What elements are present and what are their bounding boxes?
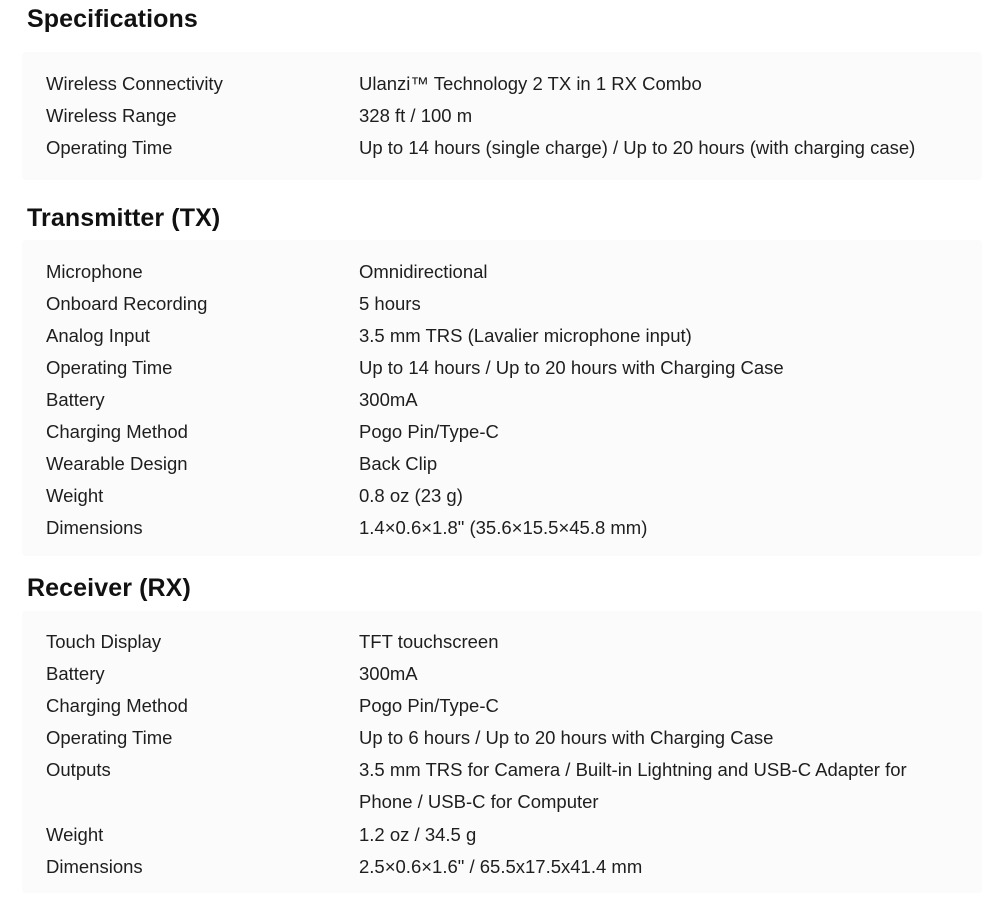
spec-table [22, 52, 982, 180]
spec-label: Wearable Design [46, 453, 188, 474]
spec-row [22, 68, 982, 100]
spec-label: Dimensions [46, 856, 143, 877]
spec-label: Touch Display [46, 631, 162, 652]
spec-value: 3.5 mm TRS for Camera / Built-in Lightning and USB-C Adapter for Phone / USB-C for Computer [359, 759, 907, 812]
spec-label: Analog Input [46, 325, 150, 346]
spec-value: 328 ft / 100 m [359, 105, 473, 126]
spec-value: 0.8 oz (23 g) [359, 485, 463, 506]
spec-value: Omnidirectional [359, 261, 488, 282]
spec-label: Charging Method [46, 695, 188, 716]
spec-row [22, 754, 982, 818]
spec-label: Wireless Range [46, 105, 177, 126]
spec-label: Wireless Connectivity [46, 73, 223, 94]
spec-table [22, 611, 982, 893]
spec-label: Operating Time [46, 357, 173, 378]
spec-row [22, 448, 982, 480]
spec-row [22, 690, 982, 722]
spec-label: Charging Method [46, 421, 188, 442]
spec-value: Ulanzi™ Technology 2 TX in 1 RX Combo [359, 73, 702, 94]
spec-row [22, 851, 982, 883]
spec-label: Dimensions [46, 517, 143, 538]
spec-value: 3.5 mm TRS (Lavalier microphone input) [359, 325, 692, 346]
spec-row [22, 658, 982, 690]
spec-row [22, 626, 982, 658]
spec-row [22, 819, 982, 851]
spec-label: Operating Time [46, 727, 173, 748]
spec-row [22, 288, 982, 320]
spec-row [22, 416, 982, 448]
spec-row [22, 256, 982, 288]
spec-value: 1.2 oz / 34.5 g [359, 824, 477, 845]
spec-value: Up to 6 hours / Up to 20 hours with Charging Case [359, 727, 774, 748]
spec-value: Pogo Pin/Type-C [359, 421, 499, 442]
spec-label: Battery [46, 663, 105, 684]
spec-value: Pogo Pin/Type-C [359, 695, 499, 716]
spec-label: Weight [46, 824, 104, 845]
spec-row [22, 352, 982, 384]
spec-value: 300mA [359, 389, 418, 410]
section-title: Transmitter (TX) [27, 204, 221, 232]
spec-value: 5 hours [359, 293, 421, 314]
spec-row [22, 722, 982, 754]
spec-row [22, 320, 982, 352]
spec-value: TFT touchscreen [359, 631, 499, 652]
spec-value: 1.4×0.6×1.8" (35.6×15.5×45.8 mm) [359, 517, 648, 538]
spec-row [22, 100, 982, 132]
spec-label: Outputs [46, 759, 111, 780]
spec-value: 300mA [359, 663, 418, 684]
spec-value: 2.5×0.6×1.6" / 65.5x17.5x41.4 mm [359, 856, 643, 877]
spec-row [22, 480, 982, 512]
spec-row [22, 512, 982, 544]
spec-label: Onboard Recording [46, 293, 208, 314]
section-title: Receiver (RX) [27, 574, 191, 602]
spec-label: Weight [46, 485, 104, 506]
spec-value: Up to 14 hours / Up to 20 hours with Charging Case [359, 357, 784, 378]
spec-value: Up to 14 hours (single charge) / Up to 20 hours (with charging case) [359, 137, 916, 158]
spec-value: Back Clip [359, 453, 438, 474]
spec-label: Microphone [46, 261, 143, 282]
spec-label: Battery [46, 389, 105, 410]
spec-row [22, 132, 982, 164]
section-title: Specifications [27, 5, 198, 33]
spec-row [22, 384, 982, 416]
spec-table [22, 240, 982, 556]
spec-label: Operating Time [46, 137, 173, 158]
